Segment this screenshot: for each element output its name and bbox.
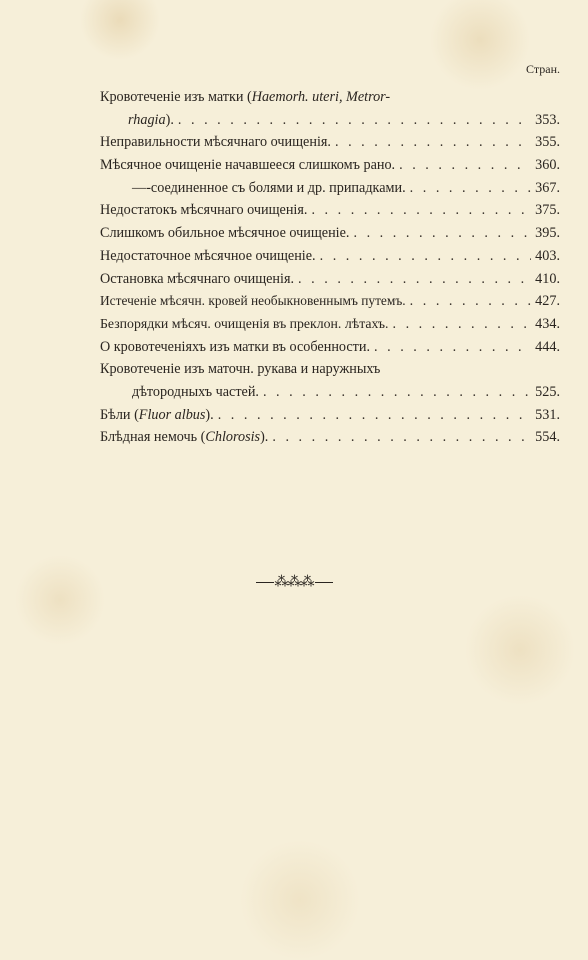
toc-entry	[100, 154, 560, 177]
dot-leader	[353, 222, 531, 245]
toc-page-number: 355.	[535, 134, 560, 151]
dot-leader	[410, 290, 532, 313]
toc-entry-title: Мѣсячное очищеніе начавшееся слишкомъ рано.	[100, 157, 396, 174]
page-column-header: Стран.	[526, 62, 560, 76]
dot-leader	[410, 177, 532, 200]
toc-page-number: 525.	[535, 383, 560, 400]
toc-entry-title: О кровотеченіяхъ изъ матки въ особенности.	[100, 338, 370, 355]
toc-entry	[100, 358, 560, 381]
dot-leader	[263, 381, 531, 404]
toc-entry-title: —-соединенное съ болями и др. припадками.	[132, 179, 406, 196]
toc-entry-title: Безпорядки мѣсяч. очищенія въ преклон. лѣтахъ.	[100, 315, 389, 331]
dot-leader	[272, 426, 531, 449]
toc-page-number: 367.	[535, 179, 560, 196]
toc-entry	[100, 86, 560, 109]
toc-entry	[100, 109, 560, 132]
toc-page-number: 410.	[535, 270, 560, 287]
toc-entry-title: Остановка мѣсячнаго очищенія.	[100, 270, 295, 287]
toc-entry-title: Недостаточное мѣсячное очищеніе.	[100, 247, 316, 264]
toc-entry	[100, 177, 560, 200]
table-of-contents	[100, 86, 560, 449]
toc-entry	[100, 290, 560, 313]
toc-page-number: 360.	[535, 157, 560, 174]
ornament-line-right	[315, 582, 333, 583]
ornament-divider	[0, 574, 588, 590]
toc-entry-title: Кровотеченіе изъ матки (Haemorh. uteri, Metror-	[100, 89, 391, 105]
toc-entry-title: Недостатокъ мѣсячнаго очищенія.	[100, 202, 308, 219]
dot-leader	[178, 109, 531, 132]
ornament-line-left	[256, 582, 274, 583]
dot-leader	[218, 404, 531, 427]
toc-entry-title: Неправильности мѣсячнаго очищенія.	[100, 134, 331, 151]
toc-page-number: 434.	[535, 315, 560, 332]
toc-entry	[100, 336, 560, 359]
toc-entry-title: дѣтородныхъ частей.	[132, 383, 259, 400]
toc-entry	[100, 199, 560, 222]
toc-entry	[100, 313, 560, 336]
toc-entry-title: Кровотеченіе изъ маточн. рукава и наружныхъ	[100, 361, 381, 378]
toc-entry	[100, 131, 560, 154]
toc-page-number: 531.	[535, 406, 560, 423]
dot-leader	[374, 336, 531, 359]
toc-entry	[100, 404, 560, 427]
toc-entry-title: Бѣли (Fluor albus).	[100, 406, 214, 423]
toc-entry-title: Истеченіе мѣсячн. кровей необыкновеннымъ путемъ.	[100, 293, 406, 309]
toc-entry	[100, 245, 560, 268]
toc-entry	[100, 268, 560, 291]
toc-entry	[100, 222, 560, 245]
dot-leader	[320, 245, 532, 268]
toc-page-number: 444.	[535, 338, 560, 355]
dot-leader	[399, 154, 531, 177]
toc-page-number: 427.	[535, 293, 560, 310]
toc-page-number: 353.	[535, 111, 560, 128]
dot-leader	[311, 199, 531, 222]
toc-entry-title: Слишкомъ обильное мѣсячное очищеніе.	[100, 225, 350, 242]
toc-page-number: 554.	[535, 429, 560, 446]
toc-entry-title: Блѣдная немочь (Chlorosis).	[100, 429, 269, 446]
toc-page-number: 395.	[535, 225, 560, 242]
toc-entry	[100, 381, 560, 404]
dot-leader	[298, 268, 531, 291]
toc-page-number: 375.	[535, 202, 560, 219]
toc-page-number: 403.	[535, 247, 560, 264]
dot-leader	[335, 131, 531, 154]
dot-leader	[392, 313, 531, 336]
ornament-mark: ⁂⁂⁂	[274, 574, 314, 590]
toc-entry-title: rhagia).	[128, 111, 174, 128]
toc-entry	[100, 426, 560, 449]
